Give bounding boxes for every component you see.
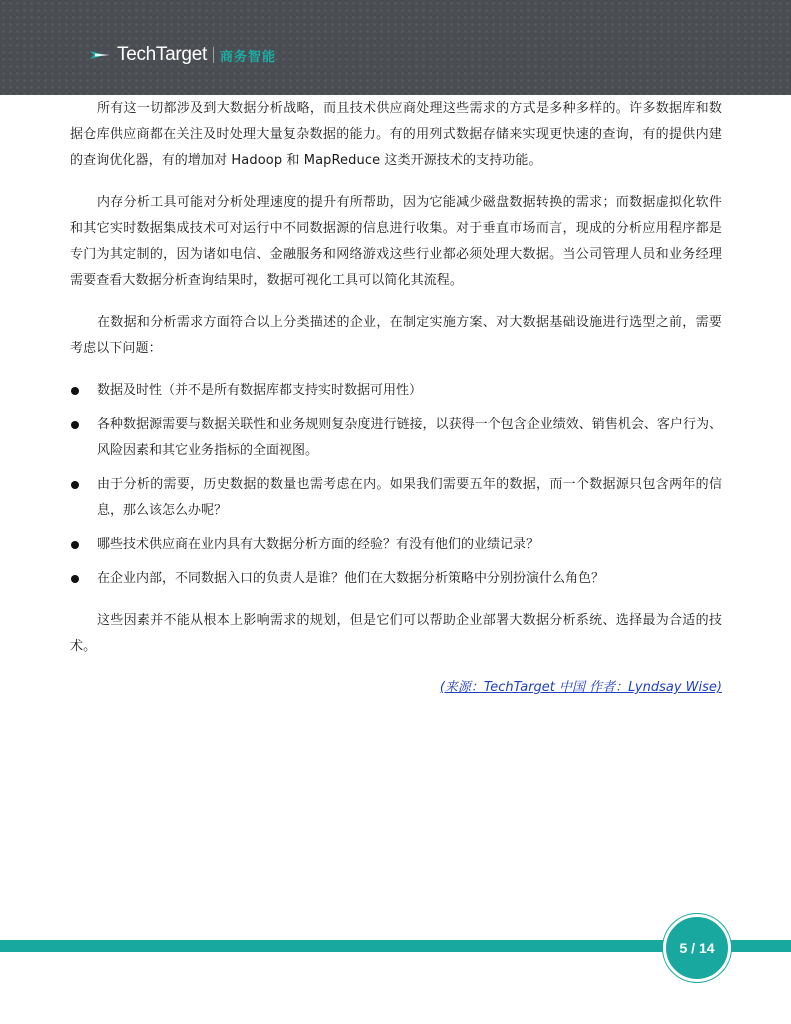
- paragraph-3: 在数据和分析需求方面符合以上分类描述的企业，在制定实施方案、对大数据基础设施进行选型之前，需要考虑以下问题：: [70, 315, 722, 356]
- logo-divider: [213, 47, 214, 63]
- considerations-list: [70, 378, 722, 592]
- bullet-icon: [71, 387, 79, 395]
- source-link[interactable]: (来源：TechTarget 中国 作者：Lyndsay Wise): [439, 680, 722, 695]
- logo-brand-text: TechTarget: [117, 44, 207, 65]
- paragraph-2: 内存分析工具可能对分析处理速度的提升有所帮助，因为它能减少磁盘数据转换的需求；而数据虚拟化软件和其它实时数据集成技术可对运行中不同数据源的信息进行收集。对于垂直市场而言，现成的分析应用程序都是专门为其定制的，因为诸如电信、金融服务和网络游戏这些行业都必须处理大数据。当公司管理人员和业务经理需要查看大数据分析查询结果时，数据可视化工具可以简化其流程。: [70, 195, 722, 288]
- list-item: [70, 532, 722, 558]
- bullet-icon: [71, 481, 79, 489]
- document-body: [70, 96, 722, 695]
- bullet-icon: [71, 541, 79, 549]
- list-item: [70, 472, 722, 524]
- list-item: [70, 412, 722, 464]
- list-item: [70, 378, 722, 404]
- list-item-text: 数据及时性（并不是所有数据库都支持实时数据可用性）: [97, 383, 423, 398]
- paragraph-1: 所有这一切都涉及到大数据分析战略，而且技术供应商处理这些需求的方式是多种多样的。许多数据库和数据仓库供应商都在关注及时处理大量复杂数据的能力。有的用列式数据存储来实现更快速的查询，有的提供内建的查询优化器，有的增加对 Hadoop 和 MapReduce 这类开源技术的支持功能。: [70, 101, 722, 168]
- list-item-text: 各种数据源需要与数据关联性和业务规则复杂度进行链接，以获得一个包含企业绩效、销售机会、客户行为、风险因素和其它业务指标的全面视图。: [97, 417, 722, 458]
- list-item-text: 哪些技术供应商在业内具有大数据分析方面的经验？有没有他们的业绩记录？: [97, 537, 540, 552]
- page-indicator: [663, 914, 731, 982]
- list-item-text: 由于分析的需要，历史数据的数量也需考虑在内。如果我们需要五年的数据，而一个数据源只包含两年的信息，那么该怎么办呢？: [97, 477, 722, 518]
- header-bar: [0, 0, 791, 95]
- techtarget-logo[interactable]: [89, 42, 276, 68]
- arrow-logo-icon: [89, 48, 111, 62]
- logo-subtitle: 商务智能: [219, 49, 276, 65]
- page-number: 5 / 14: [679, 940, 715, 956]
- list-item-text: 在企业内部，不同数据入口的负责人是谁？他们在大数据分析策略中分别扮演什么角色？: [97, 571, 605, 586]
- list-item: [70, 566, 722, 592]
- closing-paragraph: 这些因素并不能从根本上影响需求的规划，但是它们可以帮助企业部署大数据分析系统、选择最为合适的技术。: [70, 613, 722, 654]
- bullet-icon: [71, 421, 79, 429]
- bullet-icon: [71, 575, 79, 583]
